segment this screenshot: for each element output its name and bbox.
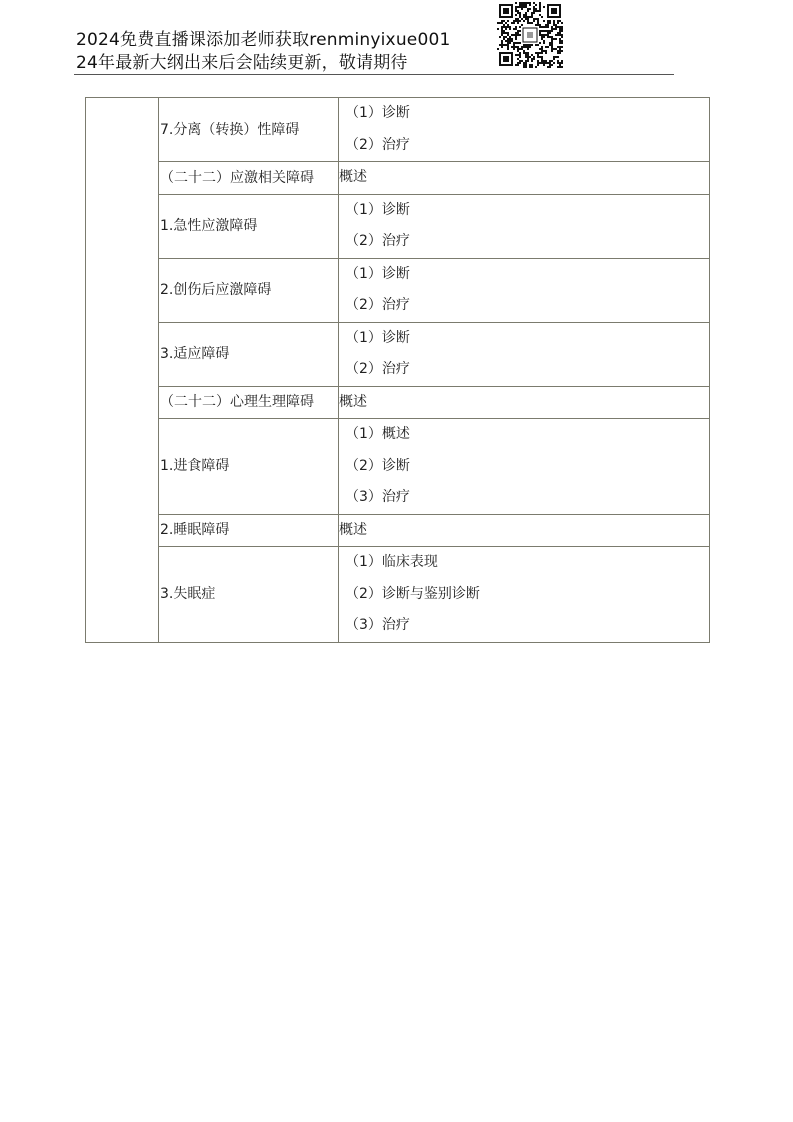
topic-cell [159,514,339,547]
table-row [86,547,710,643]
topic-label: 1.进食障碍 [160,458,230,475]
subtopic-item: （2）诊断与鉴别诊断 [345,585,480,602]
table-row [86,419,710,515]
category-cell [86,98,159,643]
topic-cell [159,162,339,195]
topic-label: （二十二）心理生理障碍 [160,394,314,411]
table-row [86,258,710,322]
subtopic-item: （3）治疗 [345,489,410,505]
subtopic-item: 概述 [339,393,367,410]
table-row [86,194,710,258]
subtopic-cell [339,194,710,258]
subtopic-item: （2）诊断 [345,457,410,474]
page-header [74,22,674,75]
topic-cell [159,258,339,322]
subtopic-cell [339,514,710,547]
subtopic-cell [339,258,710,322]
subtopic-item: 概述 [339,169,367,185]
table-row [86,98,710,162]
subtopic-item: （1）概述 [345,426,410,442]
syllabus-table [85,97,710,643]
topic-label: 7.分离（转换）性障碍 [160,121,300,138]
table-row [86,514,710,547]
header-promo-line: 2024免费直播课添加老师获取renminyixue001 [76,30,451,50]
subtopic-item: （2）治疗 [345,361,410,377]
subtopic-item: 概述 [339,521,367,538]
table-row [86,322,710,386]
subtopic-item: （2）治疗 [345,136,410,153]
topic-cell [159,419,339,515]
header-update-line: 24年最新大纲出来后会陆续更新，敬请期待 [76,53,408,73]
topic-cell [159,98,339,162]
topic-cell [159,322,339,386]
topic-cell [159,547,339,643]
subtopic-item: （2）治疗 [345,297,410,313]
subtopic-item: （3）治疗 [345,617,410,633]
subtopic-item: （1）诊断 [345,201,410,218]
table-row [86,162,710,195]
subtopic-item: （2）治疗 [345,233,410,249]
subtopic-item: （1）临床表现 [345,554,438,570]
topic-label: （二十二）应激相关障碍 [160,169,314,186]
qr-code-icon [497,2,563,68]
topic-cell [159,194,339,258]
subtopic-cell [339,98,710,162]
topic-label: 3.失眠症 [160,586,216,603]
topic-label: 1.急性应激障碍 [160,218,258,234]
subtopic-item: （1）诊断 [345,329,410,346]
subtopic-item: （1）诊断 [345,105,410,121]
subtopic-cell [339,322,710,386]
subtopic-cell [339,419,710,515]
subtopic-item: （1）诊断 [345,265,410,282]
topic-label: 2.睡眠障碍 [160,522,230,539]
subtopic-cell [339,547,710,643]
subtopic-cell [339,386,710,419]
subtopic-cell [339,162,710,195]
topic-label: 3.适应障碍 [160,346,230,362]
table-row [86,386,710,419]
topic-cell [159,386,339,419]
topic-label: 2.创伤后应激障碍 [160,282,272,298]
